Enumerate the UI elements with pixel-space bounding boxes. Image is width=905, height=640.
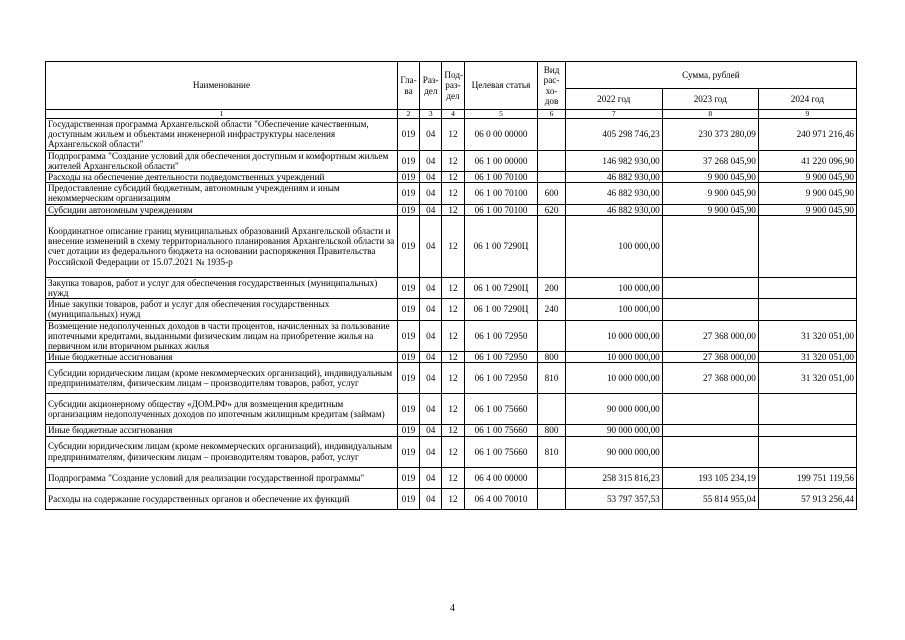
row-2022: 53 797 357,53: [565, 488, 662, 509]
row-podrazdel: 12: [442, 172, 464, 183]
table-row: [46, 183, 857, 204]
row-razdel: 04: [420, 488, 442, 509]
header-2024: 2024 год: [758, 89, 856, 110]
row-glava: 019: [397, 467, 419, 488]
row-2024: [758, 215, 856, 277]
budget-table: [45, 61, 857, 510]
row-2024: 9 900 045,90: [758, 172, 856, 183]
row-vid: [538, 150, 565, 171]
row-2022: 100 000,00: [565, 299, 662, 320]
row-vid: 620: [538, 204, 565, 215]
row-vid: 240: [538, 299, 565, 320]
row-razdel: 04: [420, 204, 442, 215]
row-2024: 57 913 256,44: [758, 488, 856, 509]
row-2023: [662, 394, 758, 425]
col-index: 5: [464, 110, 538, 119]
column-index-row: [46, 110, 857, 119]
row-razdel: 04: [420, 299, 442, 320]
row-target: 06 1 00 75660: [464, 425, 538, 436]
row-glava: 019: [397, 299, 419, 320]
row-2024: 31 320 051,00: [758, 352, 856, 363]
row-vid: [538, 119, 565, 151]
row-name: Субсидии акционерному обществу «ДОМ.РФ» для возмещения кредитным организациям недополученных доходов по ипотечным жилищным кредитам (займам): [46, 394, 398, 425]
row-razdel: 04: [420, 183, 442, 204]
header-razdel: Раз-дел: [420, 62, 442, 110]
row-target: 06 1 00 72950: [464, 320, 538, 352]
row-razdel: 04: [420, 394, 442, 425]
row-podrazdel: 12: [442, 467, 464, 488]
row-2023: 9 900 045,90: [662, 172, 758, 183]
table-row: [46, 352, 857, 363]
row-glava: 019: [397, 320, 419, 352]
row-target: 06 1 00 7290Ц: [464, 277, 538, 298]
row-podrazdel: 12: [442, 150, 464, 171]
row-podrazdel: 12: [442, 352, 464, 363]
row-2022: 90 000 000,00: [565, 436, 662, 467]
row-name: Подпрограмма "Создание условий для реализации государственной программы": [46, 467, 398, 488]
table-row: [46, 204, 857, 215]
row-glava: 019: [397, 204, 419, 215]
row-vid: [538, 467, 565, 488]
row-2022: 146 982 930,00: [565, 150, 662, 171]
row-glava: 019: [397, 488, 419, 509]
col-index: 6: [538, 110, 565, 119]
row-razdel: 04: [420, 150, 442, 171]
row-2022: 46 882 930,00: [565, 204, 662, 215]
row-name: Иные бюджетные ассигнования: [46, 352, 398, 363]
row-podrazdel: 12: [442, 183, 464, 204]
row-name: Возмещение недополученных доходов в части процентов, начисленных за пользование ипотечными кредитами, выданными физическим лицам на приобретение жилья на первичном или вторичном рынках жилья: [46, 320, 398, 352]
header-target: Целевая статья: [464, 62, 538, 110]
row-target: 06 1 00 75660: [464, 436, 538, 467]
row-target: 06 1 00 70100: [464, 183, 538, 204]
table-row: [46, 436, 857, 467]
row-glava: 019: [397, 363, 419, 394]
header-glava: Гла-ва: [397, 62, 419, 110]
header-sum: Сумма, рублей: [565, 62, 856, 89]
row-2023: [662, 299, 758, 320]
row-glava: 019: [397, 394, 419, 425]
row-2022: 90 000 000,00: [565, 425, 662, 436]
row-glava: 019: [397, 436, 419, 467]
row-target: 06 4 00 70010: [464, 488, 538, 509]
col-index: 4: [442, 110, 464, 119]
table-row: [46, 425, 857, 436]
row-2023: 9 900 045,90: [662, 204, 758, 215]
row-2024: 9 900 045,90: [758, 183, 856, 204]
header-name: Наименование: [46, 62, 398, 110]
row-name: Предоставление субсидий бюджетным, автономным учреждениям и иным некоммерческим организациям: [46, 183, 398, 204]
table-row: [46, 467, 857, 488]
row-podrazdel: 12: [442, 436, 464, 467]
row-2022: 258 315 816,23: [565, 467, 662, 488]
row-name: Субсидии юридическим лицам (кроме некоммерческих организаций), индивидуальным предпринимателям, физическим лицам – производителям товаров, работ, услуг: [46, 436, 398, 467]
row-podrazdel: 12: [442, 204, 464, 215]
row-glava: 019: [397, 172, 419, 183]
table-row: [46, 363, 857, 394]
row-vid: 200: [538, 277, 565, 298]
row-podrazdel: 12: [442, 363, 464, 394]
row-podrazdel: 12: [442, 299, 464, 320]
row-2022: 10 000 000,00: [565, 320, 662, 352]
row-glava: 019: [397, 425, 419, 436]
header-vid: Вид рас-хо-дов: [538, 62, 565, 110]
row-podrazdel: 12: [442, 425, 464, 436]
row-2022: 405 298 746,23: [565, 119, 662, 151]
header-2022: 2022 год: [565, 89, 662, 110]
table-row: [46, 277, 857, 298]
row-2022: 10 000 000,00: [565, 363, 662, 394]
row-name: Закупка товаров, работ и услуг для обеспечения государственных (муниципальных) нужд: [46, 277, 398, 298]
row-target: 06 1 00 72950: [464, 352, 538, 363]
table-row: [46, 488, 857, 509]
col-index: 3: [420, 110, 442, 119]
table-row: [46, 119, 857, 151]
row-vid: [538, 488, 565, 509]
row-target: 06 0 00 00000: [464, 119, 538, 151]
row-glava: 019: [397, 183, 419, 204]
row-2023: 27 368 000,00: [662, 352, 758, 363]
row-razdel: 04: [420, 215, 442, 277]
row-2022: 46 882 930,00: [565, 172, 662, 183]
header-2023: 2023 год: [662, 89, 758, 110]
row-2024: 240 971 216,46: [758, 119, 856, 151]
row-glava: 019: [397, 277, 419, 298]
table-row: [46, 150, 857, 171]
table-row: [46, 394, 857, 425]
row-razdel: 04: [420, 467, 442, 488]
col-index: 9: [758, 110, 856, 119]
row-name: Субсидии автономным учреждениям: [46, 204, 398, 215]
row-podrazdel: 12: [442, 488, 464, 509]
row-2024: [758, 425, 856, 436]
row-2023: 55 814 955,04: [662, 488, 758, 509]
row-razdel: 04: [420, 425, 442, 436]
row-name: Подпрограмма "Создание условий для обеспечения доступным и комфортным жильем жителей Архангельской области": [46, 150, 398, 171]
row-vid: [538, 215, 565, 277]
row-target: 06 4 00 00000: [464, 467, 538, 488]
row-name: Расходы на обеспечение деятельности подведомственных учреждений: [46, 172, 398, 183]
row-2024: 31 320 051,00: [758, 363, 856, 394]
row-podrazdel: 12: [442, 277, 464, 298]
row-razdel: 04: [420, 119, 442, 151]
row-vid: [538, 172, 565, 183]
row-name: Координатное описание границ муниципальных образований Архангельской области и внесение изменений в схему территориального планирования Архангельской области за счет дотации из федерального бюджета на основании распоряжения Правительства Российской Федерации от 15.07.2021 № 1935-р: [46, 215, 398, 277]
row-target: 06 1 00 70100: [464, 204, 538, 215]
row-razdel: 04: [420, 320, 442, 352]
table-row: [46, 215, 857, 277]
row-podrazdel: 12: [442, 394, 464, 425]
row-razdel: 04: [420, 277, 442, 298]
row-podrazdel: 12: [442, 215, 464, 277]
row-2024: [758, 277, 856, 298]
row-name: Государственная программа Архангельской области "Обеспечение качественным, доступным жильем и объектами инженерной инфраструктуры населения Архангельской области": [46, 119, 398, 151]
col-index: 7: [565, 110, 662, 119]
row-vid: 800: [538, 352, 565, 363]
table-row: [46, 320, 857, 352]
row-2023: [662, 436, 758, 467]
row-vid: 600: [538, 183, 565, 204]
row-target: 06 1 00 7290Ц: [464, 299, 538, 320]
row-target: 06 1 00 70100: [464, 172, 538, 183]
row-name: Расходы на содержание государственных органов и обеспечение их функций: [46, 488, 398, 509]
col-index: 8: [662, 110, 758, 119]
row-2023: 230 373 280,09: [662, 119, 758, 151]
row-2023: [662, 425, 758, 436]
table-row: [46, 172, 857, 183]
row-name: Иные бюджетные ассигнования: [46, 425, 398, 436]
row-2023: 9 900 045,90: [662, 183, 758, 204]
row-2022: 90 000 000,00: [565, 394, 662, 425]
row-glava: 019: [397, 352, 419, 363]
row-glava: 019: [397, 215, 419, 277]
header-podrazdel: Под-раз-дел: [442, 62, 464, 110]
row-2023: 27 368 000,00: [662, 363, 758, 394]
row-2022: 10 000 000,00: [565, 352, 662, 363]
col-index: 2: [397, 110, 419, 119]
page-number: 4: [450, 603, 455, 614]
row-2024: 199 751 119,56: [758, 467, 856, 488]
row-vid: 800: [538, 425, 565, 436]
row-2024: 31 320 051,00: [758, 320, 856, 352]
row-target: 06 1 00 00000: [464, 150, 538, 171]
row-2024: [758, 299, 856, 320]
row-target: 06 1 00 75660: [464, 394, 538, 425]
row-glava: 019: [397, 150, 419, 171]
row-2023: [662, 215, 758, 277]
row-razdel: 04: [420, 352, 442, 363]
row-vid: [538, 320, 565, 352]
row-razdel: 04: [420, 436, 442, 467]
col-index: 1: [46, 110, 398, 119]
row-vid: 810: [538, 363, 565, 394]
row-target: 06 1 00 72950: [464, 363, 538, 394]
row-name: Субсидии юридическим лицам (кроме некоммерческих организаций), индивидуальным предпринимателям, физическим лицам – производителям товаров, работ, услуг: [46, 363, 398, 394]
row-2024: 9 900 045,90: [758, 204, 856, 215]
row-2024: 41 220 096,90: [758, 150, 856, 171]
row-2023: 193 105 234,19: [662, 467, 758, 488]
row-2023: 27 368 000,00: [662, 320, 758, 352]
row-glava: 019: [397, 119, 419, 151]
row-vid: [538, 394, 565, 425]
row-name: Иные закупки товаров, работ и услуг для обеспечения государственных (муниципальных) нужд: [46, 299, 398, 320]
table-row: [46, 299, 857, 320]
row-2022: 100 000,00: [565, 215, 662, 277]
row-vid: 810: [538, 436, 565, 467]
row-podrazdel: 12: [442, 119, 464, 151]
row-2022: 46 882 930,00: [565, 183, 662, 204]
row-razdel: 04: [420, 172, 442, 183]
row-2023: [662, 277, 758, 298]
row-2022: 100 000,00: [565, 277, 662, 298]
row-podrazdel: 12: [442, 320, 464, 352]
row-2023: 37 268 045,90: [662, 150, 758, 171]
row-razdel: 04: [420, 363, 442, 394]
row-2024: [758, 394, 856, 425]
row-2024: [758, 436, 856, 467]
row-target: 06 1 00 7290Ц: [464, 215, 538, 277]
